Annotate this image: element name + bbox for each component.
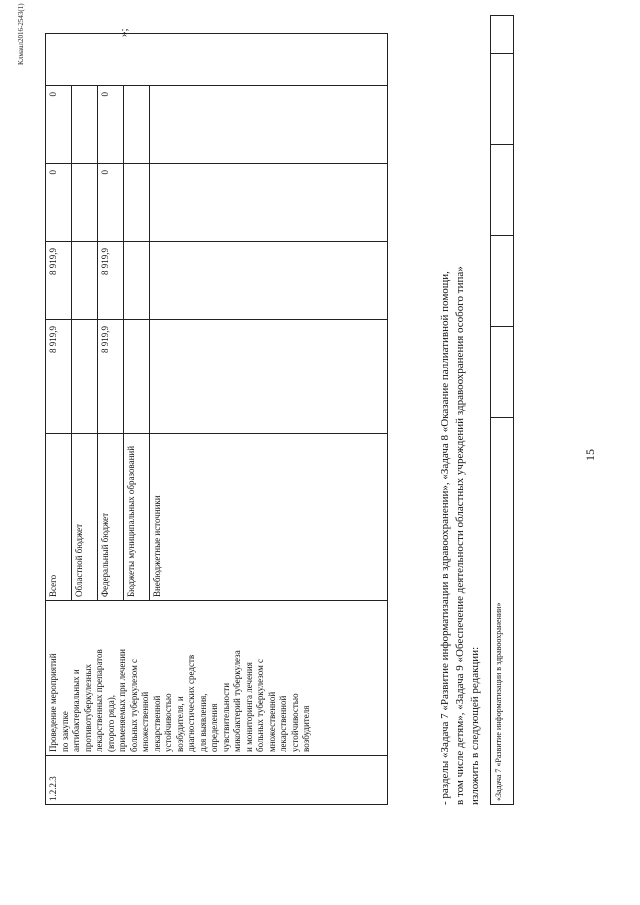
table-cell: [491, 236, 514, 327]
name-line: диагностических средств: [186, 654, 196, 752]
total-value: 8 919,9: [98, 320, 124, 434]
year-value: 0: [98, 86, 124, 164]
activity-name: [46, 601, 388, 756]
table-row: [46, 34, 72, 805]
year-value: 0: [46, 164, 72, 242]
activity-code: 1.2.2.3: [46, 756, 388, 805]
page-number: 15: [583, 449, 597, 461]
instruction-text: [438, 85, 483, 805]
funding-source: Внебюджетные источники: [150, 434, 388, 601]
table-cell: [491, 327, 514, 418]
year-value: [124, 242, 150, 320]
total-value: [124, 320, 150, 434]
closing-mark: »;: [118, 28, 130, 37]
task-7-table: [490, 15, 514, 805]
year-value: 0: [46, 86, 72, 164]
year-value: [72, 164, 98, 242]
program-table: [45, 33, 388, 805]
name-line: множественной: [140, 691, 150, 752]
year-value: [150, 86, 388, 164]
name-line: больных туберкулезом с: [128, 658, 139, 752]
name-line: Проведение мероприятий: [48, 653, 58, 752]
funding-source: Всего: [46, 434, 72, 601]
name-line: антибактериальных и: [71, 669, 81, 752]
name-line: лекарственной: [278, 695, 288, 752]
name-line: по закупке: [59, 711, 70, 752]
name-line: (второго ряда),: [105, 694, 116, 752]
name-line: применяемых при лечении: [117, 649, 127, 752]
funding-source: Федеральный бюджет: [98, 434, 124, 601]
name-line: множественной: [266, 691, 277, 752]
total-value: 8 919,9: [46, 320, 72, 434]
name-line: лекарственной: [151, 695, 162, 752]
task-title: «Задача 7 «Развитие информатизации в здравоохранении»: [491, 418, 514, 805]
funding-source: Областной бюджет: [72, 434, 98, 601]
year-value: [150, 164, 388, 242]
total-value: [72, 320, 98, 434]
name-line: чувствительности: [220, 682, 231, 752]
year-value: 0: [98, 164, 124, 242]
name-line: лекарственных препаратов: [94, 649, 104, 752]
table-row: [491, 16, 514, 805]
name-line: определения: [209, 703, 219, 752]
instruction-line: - разделы «Задача 7 «Развитие информатизации в здравоохранении», «Задача 8 «Оказание паллиативной помощи,: [439, 271, 451, 805]
year-value: 8 919,9: [46, 242, 72, 320]
year-value: [72, 86, 98, 164]
year-value: [124, 86, 150, 164]
name-line: возбудителя, и: [174, 696, 185, 752]
name-line: больных туберкулезом с: [255, 658, 265, 752]
year-value: [150, 242, 388, 320]
name-line: возбудителя: [301, 705, 311, 752]
name-line: устойчивостью: [289, 693, 300, 752]
year-value: [72, 242, 98, 320]
remarks-cell: [46, 34, 388, 86]
name-line: противотуберкулезных: [82, 663, 93, 752]
document-code: Kлмаuл2016-2543(1): [17, 3, 25, 65]
funding-source: Бюджеты муниципальных образований: [124, 434, 150, 601]
table-cell: [491, 16, 514, 54]
name-line: для выявления,: [197, 693, 208, 752]
name-line: микобактерий туберкулеза: [232, 650, 242, 752]
instruction-line: в том числе детям», «Задача 9 «Обеспечение деятельности областных учреждений здравоохранения особого типа»: [454, 266, 466, 805]
name-line: устойчивостью: [163, 693, 173, 752]
year-value: 8 919,9: [98, 242, 124, 320]
name-line: и мониторинга лечения: [243, 662, 254, 752]
instruction-line: изложить в следующей редакции:: [469, 646, 481, 805]
year-value: [124, 164, 150, 242]
total-value: [150, 320, 388, 434]
table-cell: [491, 145, 514, 236]
table-cell: [491, 54, 514, 145]
